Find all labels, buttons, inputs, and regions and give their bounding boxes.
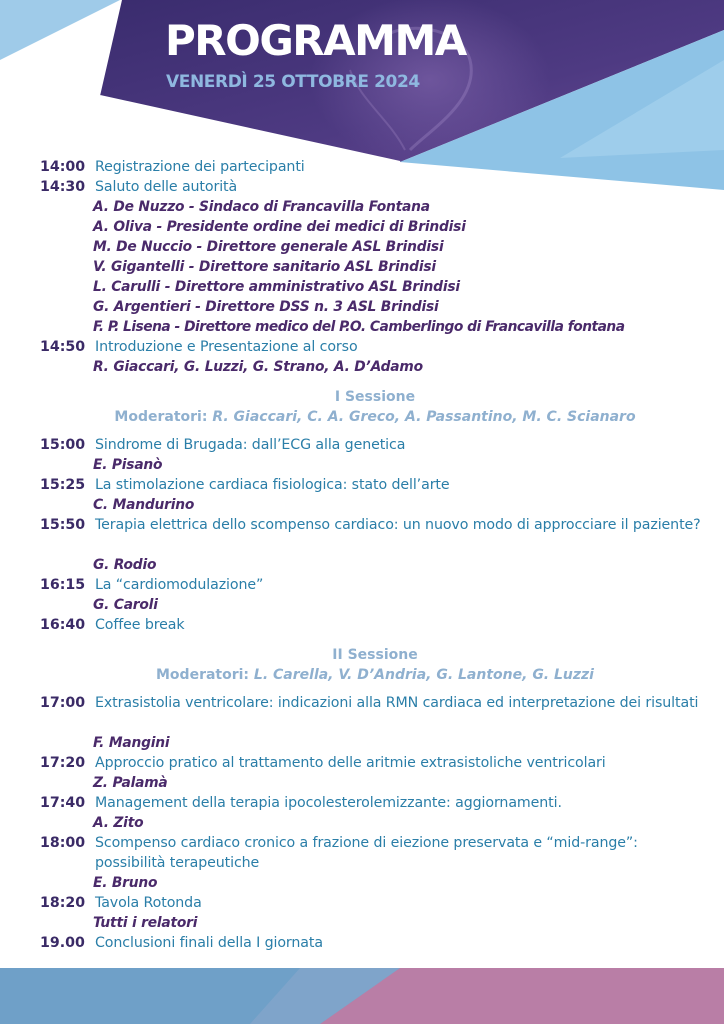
item-time: 18:20	[40, 895, 86, 911]
item-time: 15:00	[40, 437, 86, 453]
speaker: E. Pisanò	[93, 457, 163, 473]
item-topic: Tavola Rotonda	[95, 895, 202, 911]
speaker: E. Bruno	[93, 875, 158, 891]
item-time: 15:25	[40, 477, 86, 493]
item-time: 17:40	[40, 795, 86, 811]
speaker: A. Zito	[93, 815, 144, 831]
item-time: 18:00	[40, 835, 86, 851]
speaker: A. Oliva - Presidente ordine dei medici di Brindisi	[93, 219, 466, 235]
schedule-item	[40, 793, 710, 813]
schedule-item	[40, 615, 710, 635]
moderators-names: L. Carella, V. D’Andria, G. Lantone, G. Luzzi	[253, 667, 594, 683]
item-time: 14:30	[40, 179, 86, 195]
speaker: M. De Nuccio - Direttore generale ASL Brindisi	[93, 239, 444, 255]
schedule-item	[40, 575, 710, 595]
blue-corner-left	[0, 0, 120, 60]
item-topic: La “cardiomodulazione”	[95, 577, 264, 593]
item-time: 17:20	[40, 755, 86, 771]
schedule-item	[40, 753, 710, 773]
schedule-item	[40, 157, 710, 177]
item-topic: Extrasistolia ventricolare: indicazioni alla RMN cardiaca ed interpretazione dei risultati	[95, 695, 699, 711]
event-date: VENERDÌ 25 OTTOBRE 2024	[166, 72, 420, 92]
schedule-item	[40, 177, 710, 197]
speaker: L. Carulli - Direttore amministrativo ASL Brindisi	[93, 279, 460, 295]
speaker: R. Giaccari, G. Luzzi, G. Strano, A. D’Adamo	[93, 359, 423, 375]
speaker: F. Mangini	[93, 735, 170, 751]
item-time: 19.00	[40, 935, 85, 951]
program-schedule	[40, 157, 710, 953]
schedule-item	[40, 475, 710, 495]
moderators-names: R. Giaccari, C. A. Greco, A. Passantino, M. C. Scianaro	[212, 409, 636, 425]
item-topic: La stimolazione cardiaca fisiologica: stato dell’arte	[95, 477, 450, 493]
item-topic: Introduzione e Presentazione al corso	[95, 339, 358, 355]
item-time: 14:50	[40, 339, 86, 355]
item-topic: Scompenso cardiaco cronico a frazione di eiezione preservata e “mid-range”: possibilità terapeutiche	[95, 835, 638, 871]
item-time: 15:50	[40, 517, 86, 533]
item-topic: Sindrome di Brugada: dall’ECG alla genetica	[95, 437, 406, 453]
schedule-item	[40, 337, 710, 357]
schedule-item	[40, 515, 710, 555]
session-2-title: II Sessione	[332, 647, 418, 663]
item-time: 16:40	[40, 617, 86, 633]
item-topic: Terapia elettrica dello scompenso cardiaco: un nuovo modo di approcciare il paziente?	[95, 517, 701, 533]
speaker: G. Rodio	[93, 557, 157, 573]
schedule-item	[40, 833, 710, 873]
item-time: 16:15	[40, 577, 86, 593]
item-topic: Saluto delle autorità	[95, 179, 238, 195]
item-topic: Registrazione dei partecipanti	[95, 159, 305, 175]
item-topic: Approccio pratico al trattamento delle aritmie extrasistoliche ventricolari	[95, 755, 606, 771]
speaker: A. De Nuzzo - Sindaco di Francavilla Fontana	[93, 199, 430, 215]
item-topic: Conclusioni finali della I giornata	[95, 935, 323, 951]
session-1-moderators	[40, 407, 710, 427]
item-topic: Coffee break	[95, 617, 185, 633]
session-1-title: I Sessione	[334, 389, 416, 405]
item-time: 14:00	[40, 159, 86, 175]
speaker: Z. Palamà	[93, 775, 168, 791]
schedule-item	[40, 933, 710, 953]
session-2-moderators	[40, 665, 710, 685]
page-title: PROGRAMMA	[165, 16, 466, 65]
footer-band	[0, 968, 724, 1024]
speaker: G. Caroli	[93, 597, 158, 613]
speaker: C. Mandurino	[93, 497, 195, 513]
speaker: F. P. Lisena - Direttore medico del P.O. Camberlingo di Francavilla fontana	[93, 319, 625, 335]
moderators-label: Moderatori:	[114, 409, 213, 425]
speaker: V. Gigantelli - Direttore sanitario ASL Brindisi	[93, 259, 436, 275]
schedule-item	[40, 893, 710, 913]
item-topic: Management della terapia ipocolesterolemizzante: aggiornamenti.	[95, 795, 562, 811]
speaker: G. Argentieri - Direttore DSS n. 3 ASL Brindisi	[93, 299, 439, 315]
moderators-label: Moderatori:	[156, 667, 254, 683]
speaker: Tutti i relatori	[93, 915, 198, 931]
item-time: 17:00	[40, 695, 86, 711]
schedule-item	[40, 693, 710, 733]
schedule-item	[40, 435, 710, 455]
